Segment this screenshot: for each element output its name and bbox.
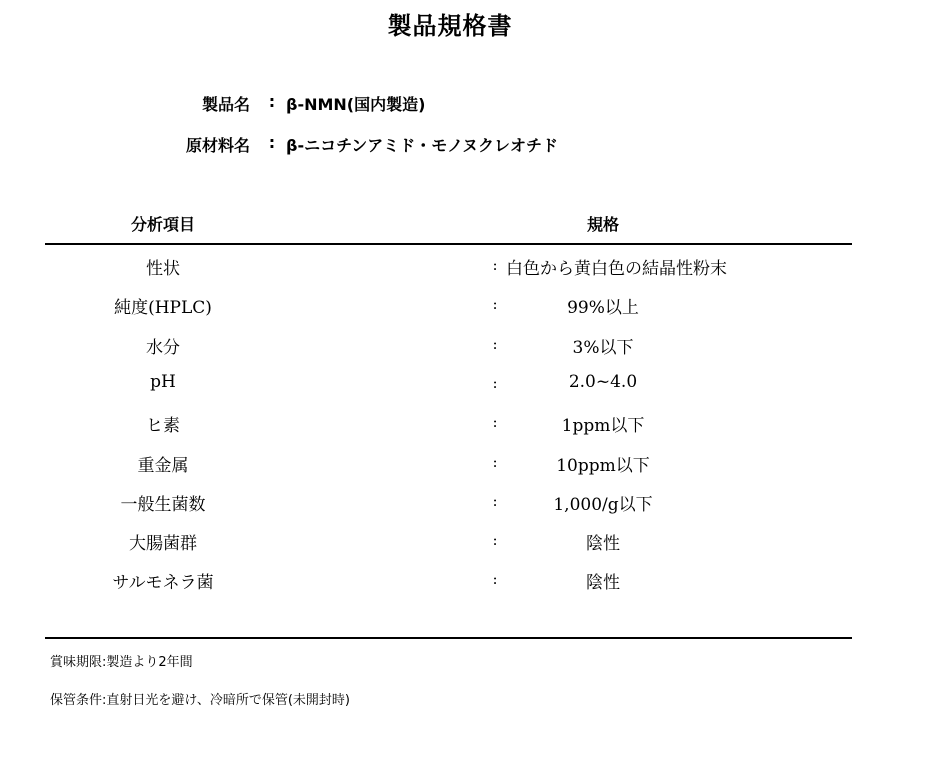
table-row (0, 372, 929, 400)
row-item: pH (150, 372, 176, 392)
row-spec: 陰性 (586, 534, 620, 554)
row-item: サルモネラ菌 (112, 573, 214, 593)
row-spec: 99%以上 (567, 298, 639, 318)
table-row (0, 333, 929, 361)
table-row (0, 451, 929, 479)
header-specification: 規格 (586, 215, 619, 234)
row-spec: 2.0~4.0 (568, 372, 638, 392)
shelf-life-note: 賞味期限:製造より2年間 (50, 655, 193, 670)
table-row (0, 568, 929, 596)
row-item: 水分 (146, 338, 180, 358)
table-row (0, 293, 929, 321)
storage-condition-note: 保管条件:直射日光を避け、冷暗所で保管(未開封時) (50, 693, 351, 708)
row-spec: 陰性 (586, 573, 620, 593)
row-item: 大腸菌群 (129, 534, 197, 554)
header-analysis-item: 分析項目 (130, 215, 195, 234)
material-name-colon: : (268, 133, 276, 152)
table-row (0, 529, 929, 557)
table-row (0, 411, 929, 439)
row-colon: : (492, 570, 498, 588)
row-colon: : (492, 413, 498, 431)
row-spec: 白色から黄白色の結晶性粉末 (506, 259, 727, 279)
row-item: ヒ素 (146, 416, 180, 436)
row-colon: : (492, 531, 498, 549)
row-colon: : (492, 295, 498, 313)
row-colon: : (492, 335, 498, 353)
row-colon: : (492, 374, 498, 392)
row-item: 一般生菌数 (120, 495, 206, 515)
table-top-rule (45, 243, 852, 245)
row-spec: 1,000/g以下 (553, 495, 653, 515)
material-name-value: β-ニコチンアミド・モノヌクレオチド (286, 136, 559, 155)
row-colon: : (492, 453, 498, 471)
table-row (0, 490, 929, 518)
row-item: 重金属 (137, 456, 189, 476)
table-bottom-rule (45, 637, 852, 639)
row-item: 純度(HPLC) (114, 298, 212, 318)
row-colon: : (492, 492, 498, 510)
product-name-value: β-NMN(国内製造) (286, 95, 426, 114)
table-row (0, 254, 929, 282)
product-name-colon: : (268, 92, 276, 111)
document-title: 製品規格書 (387, 12, 513, 40)
product-name-label: 製品名 (201, 95, 250, 114)
row-colon: : (492, 256, 498, 274)
row-item: 性状 (146, 259, 180, 279)
row-spec: 1ppm以下 (561, 416, 645, 436)
row-spec: 3%以下 (572, 338, 634, 358)
row-spec: 10ppm以下 (556, 456, 650, 476)
material-name-label: 原材料名 (185, 136, 250, 155)
